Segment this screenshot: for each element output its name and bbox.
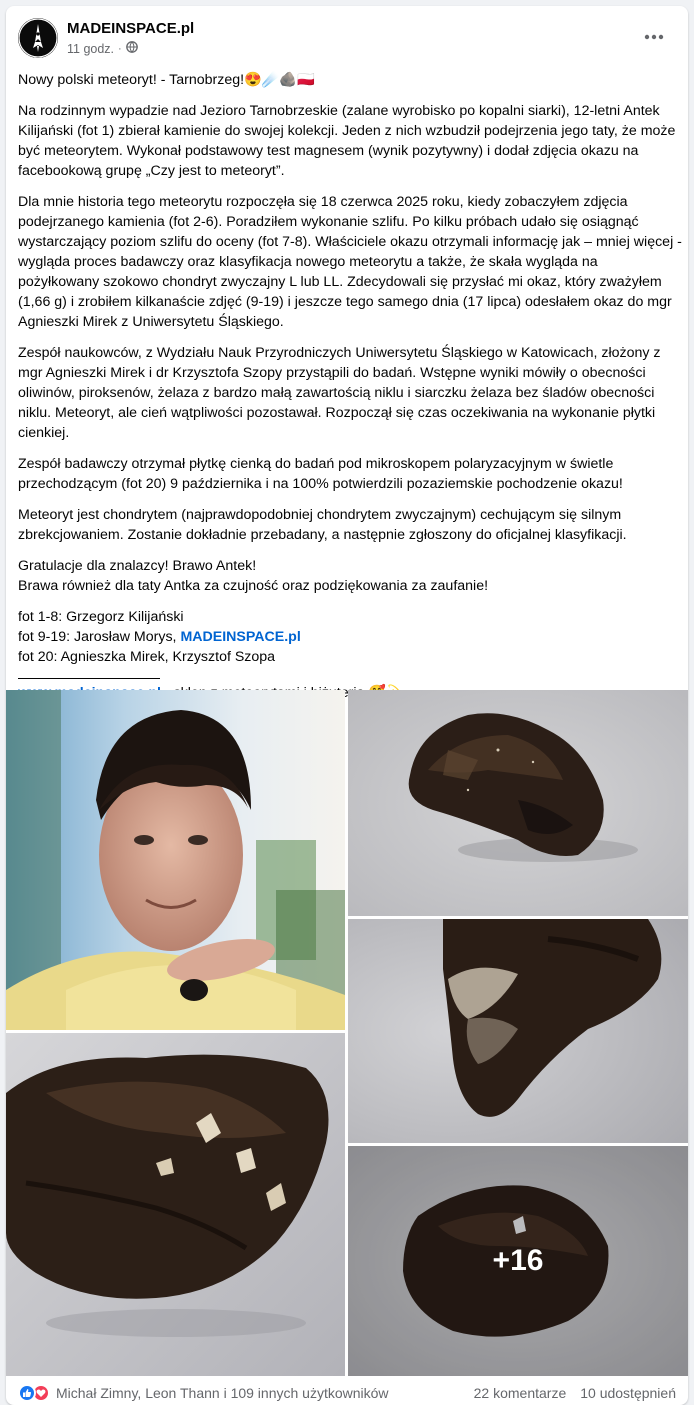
- globe-icon: [126, 41, 138, 56]
- post-paragraph: Dla mnie historia tego meteorytu rozpoczęła się 18 czerwca 2025 roku, kiedy zobaczyłem zdjęcia podejrzanego kamienia (fot 2-6). Poradziłem wykonanie szlifu. Po kilku próbach udało się osiągnąć wystarczający poziom szlifu do oceny (fot 7-8). Właściciele okazu otrzymali informację jak – mniej więcej - wygląda proces badawczy oraz klasyfikacja nowego meteorytu a także, że skała wygląda na pożyłkowany szokowo chondryt zwyczajny L lub LL. Zdecydowali się przysłać mi okaz, który zważyłem (1,66 g) i zrobiłem kilkanaście zdjęć (9-19) i jeszcze tego samego dnia (17 lipca) odesłałem okaz do mgr Agnieszki Mirek z Uniwersytetu Śląskiego.: [18, 194, 682, 330]
- page-avatar[interactable]: [18, 18, 58, 58]
- photo-meteorite-closeup[interactable]: [6, 1033, 345, 1376]
- post-time[interactable]: 11 godz.: [67, 41, 115, 56]
- more-options-button[interactable]: [636, 18, 672, 54]
- credit-link[interactable]: MADEINSPACE.pl: [180, 629, 301, 645]
- photo-meteorite-more[interactable]: [348, 1146, 688, 1376]
- photo-meteorite[interactable]: [348, 919, 688, 1143]
- page-name[interactable]: MADEINSPACE.pl: [67, 20, 195, 37]
- credit-line-prefix: fot 9-19: Jarosław Morys,: [18, 629, 181, 645]
- post-footer: [18, 1378, 676, 1405]
- divider-line: [18, 678, 160, 679]
- post-header: [18, 18, 676, 62]
- credits-block: [18, 607, 682, 667]
- reactions-names[interactable]: Michał Zimny, Leon Thann i 109 innych użytkowników: [56, 1385, 389, 1401]
- post-paragraph: Zespół naukowców, z Wydziału Nauk Przyrodniczych Uniwersytetu Śląskiego w Katowicach, złożony z mgr Agnieszki Mirek i dr Krzysztofa Szopy przystąpili do badań. Wstępne wyniki mówiły o obecności oliwinów, piroksenów, żelaza z bardzo małą zawartością niklu i siarczku żelaza bez śladów obecności niklu. Meteoryt, ale cień wątpliwości pozostawał. Rozpoczął się czas oczekiwania na wykonanie płytki cienkiej.: [18, 345, 661, 441]
- post-paragraph: Zespół badawczy otrzymał płytkę cienką do badań pod mikroskopem polaryzacyjnym w świetle przechodzącym (fot 20) 9 października i na 100% potwierdzili pozaziemskie pochodzenie okazu!: [18, 456, 623, 492]
- reactions-summary[interactable]: [18, 1384, 389, 1402]
- more-photos-overlay[interactable]: [348, 1146, 688, 1376]
- photo-boy[interactable]: [6, 690, 345, 1030]
- more-photos-count: +16: [492, 1244, 544, 1277]
- congrats-line: Gratulacje dla znalazcy! Brawo Antek!: [18, 558, 257, 574]
- credit-line: fot 20: Agnieszka Mirek, Krzysztof Szopa: [18, 649, 276, 665]
- meta-dot: ·: [118, 42, 122, 55]
- post-paragraph: Meteoryt jest chondrytem (najprawdopodobniej chondrytem zwyczajnym) cechującym się silnym zbrekcjowaniem. Zostanie dokładnie przebadany, a następnie zgłoszony do oficjalnej klasyfikacji.: [18, 507, 627, 543]
- credit-line: fot 1-8: Grzegorz Kilijański: [18, 609, 184, 625]
- congrats-line: Brawa również dla taty Antka za czujność oraz podziękowania za zaufanie!: [18, 578, 489, 594]
- post-title-line: Nowy polski meteoryt! - Tarnobrzeg!😍☄️🪨🇵🇱: [18, 72, 315, 88]
- post-meta: [67, 41, 138, 56]
- post-paragraph: Na rodzinnym wypadzie nad Jezioro Tarnobrzeskie (zalane wyrobisko po kopalni siarki), 12-letni Antek Kilijański (fot 1) zbierał kamienie do swojej kolekcji. Jeden z nich wzbudził podejrzenia jego taty, że może być meteorytem. Wykonał podstawowy test magnesem (wynik pozytywny) i dodał zdjęcia okazu na facebookową grupę „Czy jest to meteoryt”.: [18, 103, 676, 179]
- engagement-counts: [474, 1385, 676, 1401]
- like-icon: [18, 1384, 36, 1402]
- post-text: [18, 70, 682, 714]
- comments-count[interactable]: 22 komentarze: [473, 1385, 567, 1401]
- more-dots-icon: [644, 27, 664, 45]
- photo-meteorite[interactable]: [348, 690, 688, 916]
- congrats-block: [18, 556, 682, 596]
- photo-gallery: [6, 690, 688, 1376]
- post-card: [6, 6, 688, 1405]
- shares-count[interactable]: 10 udostępnień: [580, 1385, 676, 1401]
